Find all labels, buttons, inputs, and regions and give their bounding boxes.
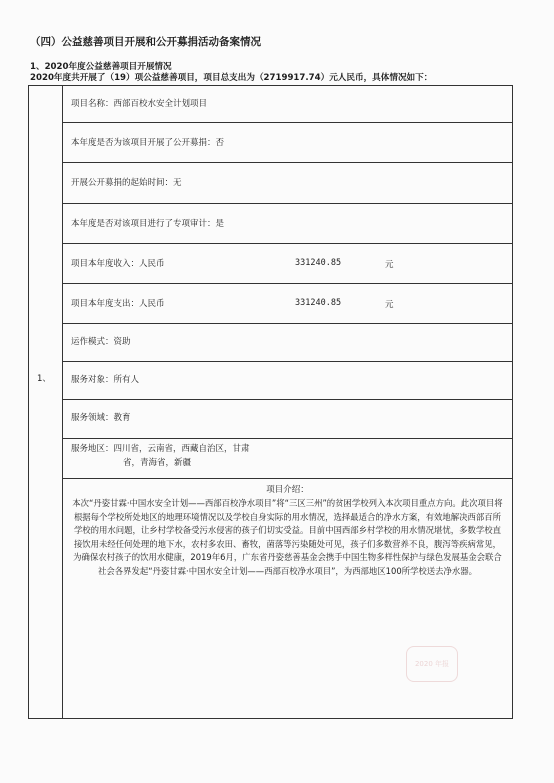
row-service-field — [63, 400, 512, 439]
row-fundraising-start — [63, 163, 512, 204]
service-target: 服务对象：所有人 — [71, 375, 140, 385]
expense-label: 项目本年度支出：人民币 — [71, 299, 165, 309]
project-name: 项目名称：西部百校水安全计划项目 — [71, 99, 208, 109]
row-operation-mode — [63, 324, 512, 362]
project-rows — [63, 86, 512, 718]
project-table — [28, 85, 513, 719]
subsection-title: 1、2020年度公益慈善项目开展情况 — [30, 62, 172, 72]
income-label: 项目本年度收入：人民币 — [71, 259, 165, 269]
fundraising-start: 开展公开募捐的起始时间：无 — [71, 178, 182, 188]
service-area-line2: 省，青海省，新疆 — [123, 458, 192, 468]
operation-mode: 运作模式：资助 — [71, 337, 131, 347]
service-area-line1: 服务地区：四川省，云南省，西藏自治区，甘肃 — [71, 444, 250, 454]
row-number: 1、 — [37, 374, 51, 384]
row-special-audit — [63, 204, 512, 244]
intro-body: 本次“丹姿甘霖·中国水安全计划——西部百校净水项目”将“三区三州”的贫困学校列入本次项目重点方向。此次项目将根据每个学校所处地区的地理环境情况以及学校自身实际的用水情况，选择最适合的净水方案，有效地解决西部百所学校的用水问题，让乡村学校备受污水侵害的孩子们切实受益。目前中国西部乡村学校的用水情况堪忧，多数学校直接饮用未经任何处理的地下水，农村多农田、畜牧，菌落等污染随处可见，孩子们多数营养不良，腹泻等疾病常见，为确保农村孩子的饮用水健康，2019年6月，广东省丹姿慈善基金会携手中国生物多样性保护与绿色发展基金会联合社会各界发起“丹姿甘霖·中国水安全计划——西部百校净水项目”，为西部地区100所学校送去净水器。 — [72, 498, 503, 576]
row-income — [63, 244, 512, 284]
row-public-fundraising — [63, 123, 512, 163]
intro-title: 项目介绍： — [266, 485, 309, 495]
index-column — [29, 86, 63, 718]
watermark-stamp: 2020 年报 — [406, 646, 458, 682]
summary-line: 2020年度共开展了（19）项公益慈善项目，项目总支出为（2719917.74）元人民币，具体情况如下： — [30, 73, 433, 83]
expense-amount: 331240.85 — [295, 298, 342, 308]
row-service-target — [63, 362, 512, 400]
income-unit: 元 — [385, 260, 394, 270]
row-expense — [63, 284, 512, 324]
public-fundraising: 本年度是否为该项目开展了公开募捐：否 — [71, 138, 225, 148]
income-amount: 331240.85 — [295, 258, 342, 268]
row-project-name — [63, 86, 512, 123]
service-field: 服务领域：教育 — [71, 413, 131, 423]
expense-unit: 元 — [385, 300, 394, 310]
row-project-intro — [63, 479, 512, 718]
special-audit: 本年度是否对该项目进行了专项审计：是 — [71, 219, 225, 229]
section-title: （四）公益慈善项目开展和公开募捐活动备案情况 — [30, 36, 261, 48]
row-service-area — [63, 439, 512, 479]
